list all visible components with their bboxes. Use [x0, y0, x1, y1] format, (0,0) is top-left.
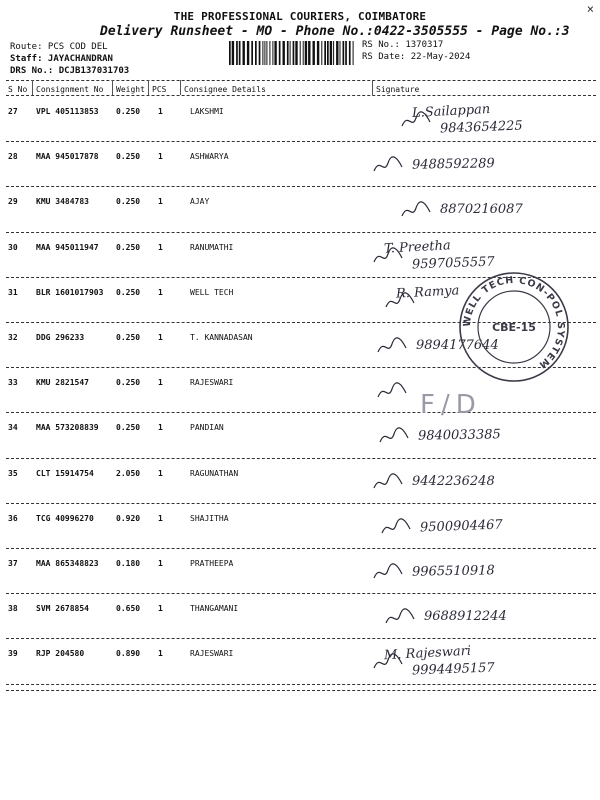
barcode-bar: [287, 41, 289, 65]
barcode-bar: [251, 41, 253, 65]
barcode-bar: [313, 41, 315, 65]
consignment-cell: MAA 573208839: [36, 423, 99, 433]
barcode-bar: [283, 41, 285, 65]
consignment-cell: MAA 945017878: [36, 152, 99, 162]
signature-scribble: [400, 108, 440, 132]
pcs-cell: 1: [158, 559, 163, 568]
sno-cell: 30: [8, 242, 18, 252]
col-header-weight: Weight: [116, 85, 145, 94]
signature-scribble: [372, 560, 412, 584]
consignee-cell: RANUMATHI: [190, 242, 234, 252]
consignee-cell: LAKSHMI: [190, 107, 224, 116]
signature-scribble: [372, 650, 412, 674]
barcode-bar: [343, 41, 345, 65]
barcode-bar: [236, 41, 238, 65]
barcode-bar: [272, 41, 273, 65]
signature-phone: 9840033385: [417, 427, 501, 445]
signature-phone: 9843654225: [439, 118, 523, 137]
weight-cell: 0.650: [116, 604, 141, 614]
row-rule: [6, 141, 596, 142]
signature-scribble: [376, 334, 416, 358]
signature-phone: 9442236248: [412, 473, 495, 489]
barcode-bar: [274, 41, 276, 65]
sno-cell: 29: [8, 197, 18, 207]
signature-scribble: [380, 515, 420, 539]
barcode-bar: [336, 41, 338, 65]
route-label: Route: PCS COD DEL: [10, 42, 108, 52]
signature-name: T. Preetha: [383, 237, 452, 257]
sno-cell: 33: [8, 378, 18, 388]
barcode-bar: [349, 41, 351, 65]
drs-number: DRS No.: DCJB137031703: [10, 66, 130, 76]
pcs-cell: 1: [158, 152, 163, 162]
barcode-bar: [295, 41, 297, 65]
consignment-cell: VPL 405113853: [36, 107, 99, 116]
row-rule: [6, 638, 596, 639]
consignment-cell: DDG 296233: [36, 333, 85, 342]
weight-cell: 0.250: [116, 333, 141, 342]
fd-annotation: F/D: [420, 390, 482, 420]
col-header-consignment: Consignment No: [36, 85, 104, 94]
consignment-cell: BLR 1601017903: [36, 287, 104, 297]
sno-cell: 39: [8, 649, 18, 659]
barcode-bar: [303, 41, 304, 65]
consignment-cell: TCG 40996270: [36, 513, 94, 523]
company-seal-stamp: [455, 268, 573, 386]
signature-scribble: [372, 244, 412, 268]
signature-scribble: [400, 198, 440, 222]
signature-name: R. Ramya: [395, 283, 460, 302]
signature-phone: 9597055557: [411, 254, 495, 273]
consignment-cell: MAA 945011947: [36, 242, 99, 252]
barcode-bar: [239, 41, 241, 65]
weight-cell: 0.250: [116, 378, 141, 388]
barcode-bar: [255, 41, 257, 65]
consignee-cell: RAGUNATHAN: [190, 468, 239, 478]
sno-cell: 36: [8, 513, 18, 523]
pcs-cell: 1: [158, 242, 163, 252]
company-title: THE PROFESSIONAL COURIERS, COIMBATORE: [173, 10, 427, 23]
barcode-bar: [330, 41, 332, 65]
row-rule: [6, 503, 596, 504]
weight-cell: 0.250: [116, 107, 141, 116]
row-rule: [6, 458, 596, 459]
col-header-signature: Signature: [376, 85, 420, 94]
consignee-cell: RAJESWARI: [190, 649, 234, 659]
col-header-consignee: Consignee Details: [184, 85, 266, 94]
pcs-cell: 1: [158, 107, 163, 116]
row-rule: [6, 412, 596, 413]
signature-scribble: [372, 470, 412, 494]
row-rule: [6, 232, 596, 233]
staff-label: Staff: JAYACHANDRAN: [10, 54, 113, 64]
signature-phone: 9688912244: [424, 609, 507, 625]
consignee-cell: THANGAMANI: [190, 604, 239, 614]
barcode-bar: [324, 41, 326, 65]
runsheet-title: Delivery Runsheet - MO - Phone No.:0422-3505555 - Page No.:3: [100, 24, 570, 39]
sno-cell: 34: [8, 423, 18, 433]
consignee-cell: ASHWARYA: [190, 152, 229, 162]
consignment-cell: KMU 3484783: [36, 197, 89, 207]
consignee-cell: PANDIAN: [190, 423, 224, 433]
signature-scribble: [378, 424, 418, 448]
weight-cell: 0.250: [116, 197, 141, 207]
barcode-bar: [232, 41, 234, 65]
consignment-cell: CLT 15914754: [36, 468, 94, 478]
barcode-bar: [293, 41, 295, 65]
barcode-bar: [333, 41, 334, 65]
barcode-bar: [340, 41, 341, 65]
weight-cell: 0.180: [116, 559, 141, 568]
barcode-bar: [305, 41, 307, 65]
header-top-rule: [6, 80, 596, 81]
svg-text:WELL TECH CON-POL SYSTEM: WELL TECH CON-POL SYSTEM: [461, 274, 567, 371]
signature-scribble: [384, 289, 424, 313]
consignee-cell: RAJESWARI: [190, 378, 234, 388]
signature-scribble: [372, 153, 412, 177]
row-rule: [6, 186, 596, 187]
consignee-cell: WELL TECH: [190, 287, 234, 297]
sno-cell: 35: [8, 468, 18, 478]
signature-phone: 9994495157: [411, 660, 495, 679]
barcode-bar: [243, 41, 245, 65]
pcs-cell: 1: [158, 468, 163, 478]
header-bottom-rule: [6, 95, 596, 96]
consignment-cell: SVM 2678854: [36, 604, 89, 614]
signature-phone: 9894177644: [416, 338, 499, 353]
sno-cell: 28: [8, 152, 18, 162]
row-rule: [6, 548, 596, 549]
pcs-cell: 1: [158, 649, 163, 659]
barcode-bar: [247, 41, 249, 65]
row-rule: [6, 593, 596, 594]
barcode-bar: [300, 41, 301, 65]
rs-date: RS Date: 22-May-2024: [362, 52, 471, 62]
weight-cell: 0.920: [116, 513, 141, 523]
rs-number: RS No.: 1370317: [362, 40, 444, 50]
signature-phone: 9488592289: [411, 156, 495, 173]
pcs-cell: 1: [158, 333, 163, 342]
consignment-cell: KMU 2821547: [36, 378, 89, 388]
barcode-bar: [327, 41, 329, 65]
svg-text:CBE-15: CBE-15: [492, 321, 536, 334]
col-divider: [180, 80, 181, 95]
barcode-bar: [321, 41, 322, 65]
sno-cell: 27: [8, 107, 18, 116]
col-divider: [112, 80, 113, 95]
barcode-bar: [269, 41, 270, 65]
consignee-cell: SHAJITHA: [190, 513, 229, 523]
sno-cell: 32: [8, 333, 18, 342]
col-header-sno: S No: [8, 85, 28, 94]
barcode-bar: [317, 41, 319, 65]
barcode-bar: [229, 41, 231, 65]
consignment-cell: RJP 204580: [36, 649, 85, 659]
pcs-cell: 1: [158, 287, 163, 297]
signature-scribble: [376, 379, 416, 403]
barcode-bar: [279, 41, 281, 65]
signature-phone: 8870216087: [440, 202, 523, 218]
pcs-cell: 1: [158, 513, 163, 523]
pcs-cell: 1: [158, 604, 163, 614]
signature-phone: 9500904467: [419, 517, 503, 536]
col-divider: [372, 80, 373, 95]
barcode-bar: [290, 41, 291, 65]
sno-cell: 31: [8, 287, 18, 297]
signature-name: M. Rajeswari: [383, 644, 472, 664]
consignee-cell: PRATHEEPA: [190, 559, 234, 568]
sno-cell: 37: [8, 559, 18, 568]
weight-cell: 2.050: [116, 468, 141, 478]
barcode-bar: [259, 41, 261, 65]
barcode-bar: [345, 41, 347, 65]
weight-cell: 0.250: [116, 152, 141, 162]
pcs-cell: 1: [158, 378, 163, 388]
table-row: [0, 640, 600, 700]
consignee-cell: AJAY: [190, 197, 210, 207]
consignment-cell: MAA 865348823: [36, 559, 99, 568]
pcs-cell: 1: [158, 197, 163, 207]
sno-cell: 38: [8, 604, 18, 614]
barcode-bar: [308, 41, 310, 65]
consignee-cell: T. KANNADASAN: [190, 333, 253, 342]
barcode-bar: [264, 41, 265, 65]
barcode-bar: [266, 41, 267, 65]
pcs-cell: 1: [158, 423, 163, 433]
weight-cell: 0.250: [116, 287, 141, 297]
signature-phone: 9965510918: [411, 563, 495, 580]
barcode-bar: [353, 41, 354, 65]
weight-cell: 0.890: [116, 649, 141, 659]
barcode-bar: [262, 41, 263, 65]
col-divider: [148, 80, 149, 95]
table-bottom-rule: [6, 690, 596, 691]
weight-cell: 0.250: [116, 242, 141, 252]
signature-name: L.Sailappan: [411, 101, 491, 122]
signature-scribble: [384, 605, 424, 629]
weight-cell: 0.250: [116, 423, 141, 433]
barcode: [228, 41, 356, 65]
row-rule: [6, 684, 596, 685]
page-corner-mark: ×: [586, 2, 594, 16]
col-header-pcs: PCS: [152, 85, 167, 94]
col-divider: [32, 80, 33, 95]
